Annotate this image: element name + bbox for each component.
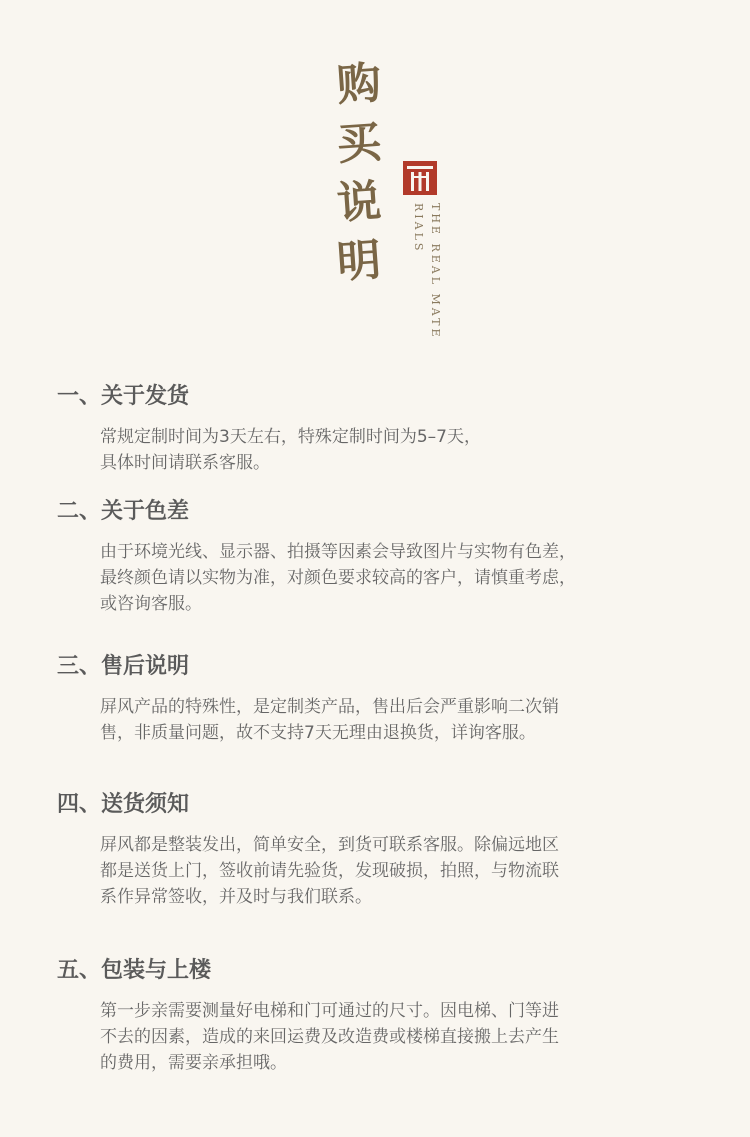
body-line: 具体时间请联系客服。 — [100, 453, 270, 473]
section-body — [100, 832, 695, 910]
body-line: 常规定制时间为3天左右，特殊定制时间为5–7天， — [100, 427, 481, 447]
section-packaging — [57, 956, 697, 1076]
brand-line: RIALS — [412, 203, 425, 254]
section-body — [100, 694, 695, 746]
body-line: 屏风都是整装发出，简单安全，到货可联系客服。除偏远地区 — [100, 835, 559, 855]
title-char: 明 — [335, 234, 383, 289]
body-line: 屏风产品的特殊性，是定制类产品，售出后会严重影响二次销 — [100, 697, 559, 717]
section-heading: 二、关于色差 — [57, 499, 190, 524]
section-heading: 三、售后说明 — [57, 654, 190, 679]
body-line: 的费用，需要亲承担哦。 — [100, 1053, 287, 1073]
page-title — [327, 55, 391, 291]
section-color-difference — [57, 497, 697, 617]
brand-logo-icon — [403, 161, 437, 195]
section-shipping — [57, 382, 697, 476]
section-body — [100, 998, 695, 1076]
body-line: 第一步亲需要测量好电梯和门可通过的尺寸。因电梯、门等进 — [100, 1001, 559, 1021]
section-body — [100, 424, 695, 476]
title-char: 说 — [335, 175, 383, 230]
section-body — [100, 539, 695, 617]
body-line: 由于环境光线、显示器、拍摄等因素会导致图片与实物有色差， — [100, 542, 576, 562]
brand-text — [402, 203, 442, 338]
section-heading: 五、包装与上楼 — [57, 958, 212, 983]
body-line: 或咨询客服。 — [100, 594, 202, 614]
body-line: 售，非质量问题，故不支持7天无理由退换货，详询客服。 — [100, 723, 536, 743]
section-heading: 一、关于发货 — [57, 384, 190, 409]
brand-logo — [403, 161, 437, 195]
brand-line: THE REAL MATE — [429, 203, 442, 340]
body-line: 都是送货上门，签收前请先验货，发现破损，拍照，与物流联 — [100, 861, 559, 881]
title-char: 买 — [335, 116, 383, 171]
section-delivery — [57, 790, 697, 910]
title-char: 购 — [335, 57, 383, 112]
body-line: 最终颜色请以实物为准，对颜色要求较高的客户，请慎重考虑， — [100, 568, 576, 588]
section-after-sales — [57, 652, 697, 746]
body-line: 系作异常签收，并及时与我们联系。 — [100, 887, 372, 907]
section-heading: 四、送货须知 — [57, 792, 190, 817]
body-line: 不去的因素，造成的来回运费及改造费或楼梯直接搬上去产生 — [100, 1027, 559, 1047]
